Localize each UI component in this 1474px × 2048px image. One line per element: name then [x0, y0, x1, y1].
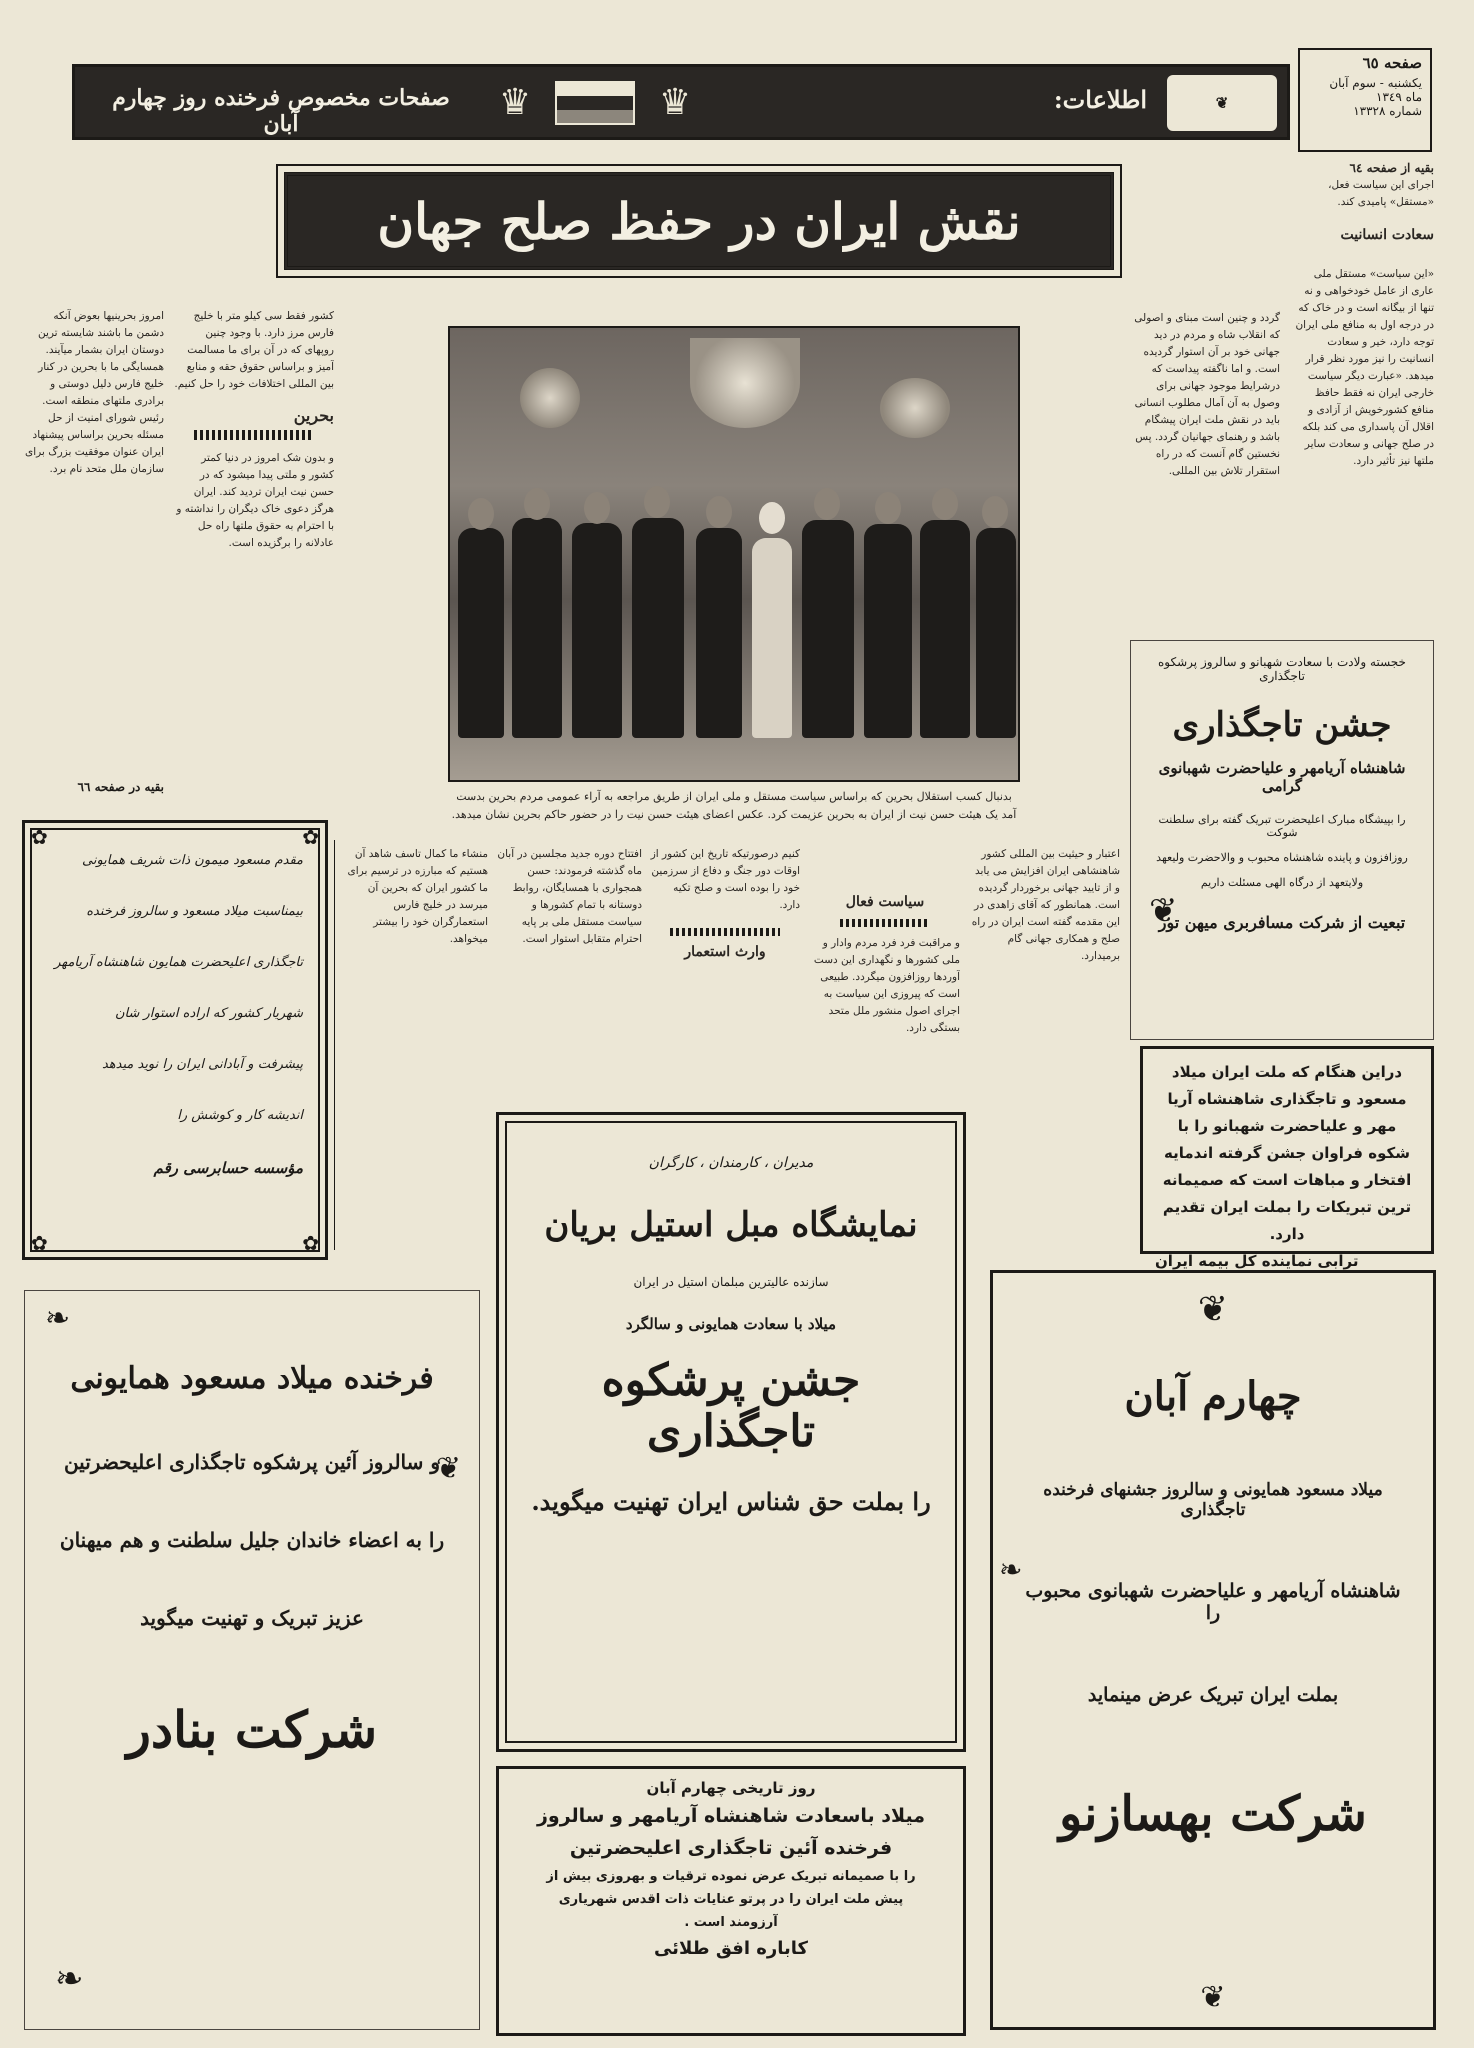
center-left-column [174, 308, 334, 788]
right-column [1292, 160, 1434, 630]
chandelier [690, 338, 800, 428]
behsaz-line2: شاهنشاه آریامهر و علیاحضرت شهبانوی محبوب را [1025, 1580, 1401, 1624]
steel-title: نمایشگاه مبل استیل بریان [544, 1205, 918, 1245]
corner-ornament-tr: ✿ [302, 825, 319, 849]
page-number: صفحه ٦٥ [1362, 54, 1422, 72]
headline: نقش ایران در حفظ صلح جهان [377, 192, 1021, 251]
jashn-line2: را بپیشگاه مبارک اعلیحضرت تبریک گفته برای سلطنت شوکت [1158, 813, 1406, 839]
hesabrasi-line-6: مؤسسه حسابرسی رقم [153, 1159, 303, 1177]
bottom-col-a [970, 846, 1120, 1226]
banader-line3: عزیز تبریک و تهنیت میگوید [140, 1606, 364, 1630]
jashn-top: خجسته ولادت با سعادت شهبانو و سالروز پرشکوه تاجگذاری [1158, 655, 1406, 683]
headline-box [284, 172, 1114, 270]
steel-line1: میلاد با سعادت همایونی و سالگرد [625, 1315, 837, 1333]
flag-emblem [555, 81, 635, 125]
bottom-col-b [810, 846, 960, 1106]
masthead-banner [72, 64, 1290, 140]
continued-from: بقیه از صفحه ٦٤ [1349, 161, 1434, 175]
hesabrasi-line-5: اندیشه کار و کوشش را [177, 1108, 303, 1123]
left-column [24, 308, 164, 808]
leaf-ornament-right: ❦ [435, 1451, 461, 1486]
behsaz-line1: میلاد مسعود همایونی و سالروز جشنهای فرخنده تاجگذاری [1043, 1480, 1383, 1520]
bottom-col-d [496, 846, 642, 1106]
bimeh-signature: ترابی نماینده کل بیمه ایران [1155, 1252, 1359, 1270]
steel-header: مدیران ، کارمندان ، کارگران [648, 1155, 814, 1171]
mid-right-column [1130, 310, 1280, 630]
right-subhead: سعادت انسانیت [1340, 227, 1434, 243]
steel-line2: را بملت حق شناس ایران تهنیت میگوید. [531, 1487, 931, 1516]
center-left-intro: کشور فقط سی کیلو متر با خلیج فارس مرز دارد. با وجود چنین روپهای که در آن برای ما مسالمت آمیز و براساس حقوق حقه و منابع بین المللی اختلافات خود را حل کنیم. [174, 310, 334, 390]
hesabrasi-line-1: بیمناسبت میلاد مسعود و سالروز فرخنده [86, 904, 303, 919]
banader-line2: را به اعضاء خاندان جلیل سلطنت و هم میهنان [59, 1528, 445, 1552]
corner-ornament-tl: ✿ [31, 825, 48, 849]
flourish-icon: ❦ [1149, 891, 1178, 931]
banader-title: فرخنده میلاد مسعود همایونی [70, 1361, 434, 1396]
kabareh-line5: آرزومند است . [684, 1915, 778, 1930]
steel-subtitle: سازنده عالیترین مبلمان استیل در ایران [633, 1275, 829, 1289]
kabareh-line3: را با صمیمانه تبریک عرض نموده ترقیات و بهروزی بیش از [546, 1869, 916, 1884]
jashn-title: جشن تاجگذاری [1172, 705, 1392, 745]
banader-ad [24, 1290, 480, 2030]
center-left-body: و بدون شک امروز در دنیا کمتر کشور و ملتی پیدا میشود که در حسن نیت ایران تردید کند. ایران هرگز دعوی خاک دیگران را نداشته و با احترام به حقوق ملتها راه حل عادلانه را برگزیده است. [176, 452, 334, 549]
issue-number: شماره ١٣٣٢٨ [1353, 104, 1422, 118]
paper-name: اطلاعات: [1053, 85, 1147, 114]
bimeh-ad [1140, 1046, 1434, 1270]
behsaz-title: چهارم آبان [1124, 1373, 1302, 1420]
behsaz-company: شرکت بهسازنو [1059, 1786, 1367, 1842]
center-left-subhead: بحرین [293, 406, 334, 425]
corner-ornament-bl: ✿ [31, 1231, 48, 1255]
crown-emblem-right: ♛ [658, 82, 692, 123]
bottom-col-e [338, 846, 488, 1246]
jashn-line4: ولایتعهد از درگاه الهی مسئلت داریم [1200, 876, 1364, 889]
hesabrasi-line-4: پیشرفت و آبادانی ایران را نوید میدهد [101, 1057, 303, 1072]
bottom-col-c-text: کنیم درصورتیکه تاریخ این کشور از اوقات دور جنگ و دفاع از سرزمین خود را بوده است و صلح تکیه دارد. [650, 848, 800, 911]
behsaz-line3: بملت ایران تبریک عرض مینماید [1087, 1684, 1339, 1706]
center-left-pattern [194, 430, 314, 440]
jashn-line3: روزافزون و پاینده شاهنشاه محبوب و والاحضرت ولیعهد [1156, 851, 1408, 864]
bottom-col-a-text: اعتبار و حیثیت بین المللی کشور شاهنشاهی ایران افزایش می یابد و از تایید جهانی برخوردار گردیده است. همانطور که آقای زاهدی در این مقدمه گفته است ایران در راه صلح و همکاری جهانی گام برمیدارد. [971, 848, 1120, 962]
left-body: امروز بحرینیها بعوض آنکه دشمن ما باشند شایسته ترین دوستان ایران بشمار میآیند. همسایگی ما با بحرین در کنار خلیج فارس دلیل دوستی و برادری ملتهای منطقه است. رئیس شورای امنیت از حل مسئله بحرین براساس پیشنهاد ایران عنوان موفقیت بزرگ برای سازمان ملل متحد نام برد. [25, 310, 164, 475]
jashn-ad [1130, 640, 1434, 1040]
hesabrasi-ad [22, 820, 328, 1260]
jashn-line1: شاهنشاه آریامهر و علیاحضرت شهبانوی گرامی [1158, 759, 1406, 795]
steel-big: جشن پرشکوه تاجگذاری [601, 1355, 861, 1457]
column-divider [334, 840, 335, 1250]
corner-ornament-br: ✿ [302, 1231, 319, 1255]
bottom-col-c [650, 846, 800, 1106]
mid-right-body: گردد و چنین است مبنای و اصولی که انقلاب شاه و مردم در دید جهانی خود بر آن استوار گردیده است. و اما ناگفته پیداست که درشرایط موجود جهانی برای وصول به آن آمال مطلوب انسانی باید در نقش ملت ایران پیشگام باشد و رهنمای جهانیان گردد. پس نخستین گام آنست که در راه استقرار تلاش بین المللی. [1134, 312, 1280, 477]
date-box [1298, 48, 1432, 152]
banader-line1: و سالروز آئین پرشکوه تاجگذاری اعلیحضرتین [63, 1450, 441, 1474]
right-intro: اجرای این سیاست فعل، «مستقل» پامیدی کند. [1328, 179, 1434, 208]
leaf-ornament-top: ❧ [45, 1301, 71, 1336]
bottom-col-b-subhead: سیاست فعال [845, 894, 925, 910]
hesabrasi-line-0: مقدم مسعود میمون ذات شریف همایونی [82, 853, 303, 868]
bottom-col-b-text: و مراقبت فرد فرد مردم وادار و ملی کشورها و نگهداری این دست آوردها روزافزون میگردد. طبیعی است که پیروزی این سیاست به اجرای اصول منشور ملل متحد بستگی دارد. [813, 937, 960, 1034]
hesabrasi-line-3: شهریار کشور که اراده استوار شان [114, 1006, 303, 1021]
bottom-col-c-pattern [670, 928, 780, 936]
section-title: صفحات مخصوص فرخنده روز چهارم آبان [112, 85, 450, 137]
kabareh-line1: میلاد باسعادت شاهنشاه آریامهر و سالروز [536, 1805, 926, 1827]
paper-logo: ❦ [1167, 75, 1277, 131]
ornament-bottom-icon: ❦ [1200, 1980, 1226, 2015]
bottom-col-b-pattern [840, 919, 930, 927]
kabareh-line2: فرخنده آئین تاجگذاری اعلیحضرتین [569, 1837, 893, 1859]
behsaz-ad [990, 1270, 1436, 2030]
ornament-top-icon: ❦ [1197, 1289, 1229, 1330]
bottom-col-e-text: منشاء ما کمال تاسف شاهد آن هستیم که مبارزه در ترسیم برای ما کشور ایران که بحرین آن میرسد در خلیج فارس استعمارگران خود را بیشتر میخواهد. [347, 848, 488, 945]
banader-company: شرکت بنادر [126, 1700, 378, 1759]
hesabrasi-line-2: تاجگذاری اعلیحضرت همایون شاهنشاه آریامهر [54, 955, 303, 970]
delegation-photo [448, 326, 1020, 782]
left-continued: بقیه در صفحه ٦٦ [77, 780, 164, 794]
photo-caption: بدنبال کسب استقلال بحرین که براساس سیاست مستقل و ملی ایران از طریق مراجعه به آراء عمومی مردم بحرین بدست آمد یک هیئت حسن نیت از ایران به بحرین عزیمت کرد. عکس اعضای هیئت حسن نیت را در حضور حاکم بحرین نشان میدهد. [451, 790, 1017, 821]
kabareh-header: روز تاریخی چهارم آبان [646, 1779, 816, 1797]
kabareh-line4: پیش ملت ایران را در پرتو عنایات ذات اقدس شهریاری [558, 1892, 904, 1907]
crown-emblem-left: ♛ [498, 82, 532, 123]
year-line: ماه ١٣٤٩ [1376, 90, 1422, 104]
date-line: یکشنبه - سوم آبان [1329, 76, 1422, 90]
bottom-col-d-text: افتتاح دوره جدید مجلسین در آبان ماه گذشته فرمودند: حسن همجواری با همسایگان، روابط دوستانه با تمام کشورها و سیاست مستقل ملی بر پایه احترام متقابل استوار است. [497, 848, 642, 945]
jashn-signature: تبعیت از شرکت مسافربری میهن تور [1158, 913, 1406, 932]
kabareh-ad [496, 1766, 966, 2036]
kabareh-signature: کاباره افق طلائی [653, 1938, 809, 1959]
ornament-side-icon: ❧ [999, 1553, 1023, 1586]
bimeh-text: دراین هنگام که ملت ایران میلاد مسعود و تاجگذاری شاهنشاه آریا مهر و علیاحضرت شهبانو را با شکوه فراوان جشن گرفته اندمایه افتخار و مباهات است که صمیمانه ترین تبریکات را بملت ایران تقدیم دارد. [1162, 1063, 1412, 1243]
steel-ad [496, 1112, 966, 1752]
leaf-ornament-bottom: ❧ [55, 1959, 84, 1999]
right-body: «این سیاست» مستقل ملی عاری از عامل خودخواهی و نه تنها از بیگانه است و در خاک که در درجه اول به منافع ملی ایران توجه دارد، خیر و سعادت انسانیت را نیز مورد نظر قرار میدهد. «عبارت دیگر سیاست خارجی ایران نه فقط حافظ منافع کشورخویش از آزادی و اقلال آن پاسداری می کند بلکه در صلح جهانی و سعادت سایر ملتها نیز تأثیر دارد. [1295, 268, 1434, 467]
bottom-col-c-subhead: وارث استعمار [684, 944, 766, 960]
